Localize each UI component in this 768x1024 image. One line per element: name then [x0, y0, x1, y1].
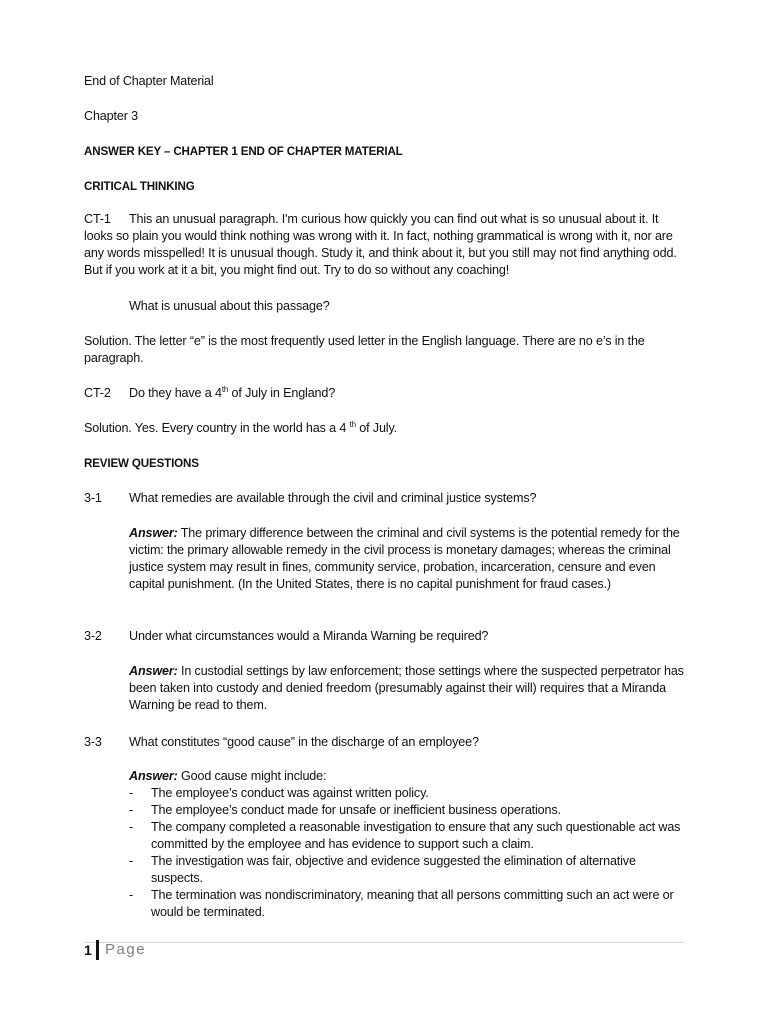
good-cause-list	[129, 785, 684, 921]
ct1-line1: This an unusual paragraph. I'm curious how quickly you can find out what is so unusual about it. It	[129, 212, 659, 226]
ct2-number: CT-2	[84, 386, 111, 400]
critical-thinking-heading: CRITICAL THINKING	[84, 180, 195, 193]
list-item: - The employee’s conduct made for unsafe or inefficient business operations.	[129, 802, 684, 819]
ct1-paragraph: looks so plain you would think nothing was wrong with it. In fact, nothing grammatical is wrong with it, nor are any words misspelled! It is unusual though. Study it, and think about it, but you still may not find anything odd. But if you work at it a bit, you might find out. Try to do so without any coaching!	[84, 229, 677, 277]
q33-number: 3-3	[84, 735, 102, 749]
list-item: - The employee’s conduct was against written policy.	[129, 785, 684, 802]
q32-question: Under what circumstances would a Miranda Warning be required?	[129, 629, 489, 643]
chapter-label: Chapter 3	[84, 109, 138, 123]
page-footer	[84, 940, 684, 962]
list-item: - The investigation was fair, objective and evidence suggested the elimination of alternative suspects.	[129, 853, 684, 887]
page-label: Page	[105, 941, 147, 958]
answer-label: Answer:	[129, 664, 178, 678]
footer-rule	[84, 942, 684, 943]
footer-divider-bar	[96, 940, 99, 960]
ct1-number: CT-1	[84, 212, 111, 226]
answer-label: Answer:	[129, 526, 178, 540]
answer-label: Answer:	[129, 769, 178, 783]
page-number: 1	[84, 942, 92, 958]
q32-number: 3-2	[84, 629, 102, 643]
q31-answer: Answer: The primary difference between the criminal and civil systems is the potential remedy for the victim: the primary allowable remedy in the civil process is monetary damages; whereas the criminal justice system may result in fines, community service, probation, incarceration, censure and even capital punishment. (In the United States, there is no capital punishment for fraud cases.)	[129, 526, 680, 591]
q33-answer: Answer: Good cause might include: - The employee’s conduct was against written policy. - The employee’s conduct made for unsafe or inefficient business operations. - The company completed a reasonable investigation to ensure that any such questionable act was committed by the employee and has evidence to support such a claim. - The investigation was fair, objective and evidence suggested the elimination of alternative suspects. - The termination was nondiscriminatory, meaning that all persons committing such an act were or would be terminated.	[129, 768, 684, 921]
q32-answer: Answer: In custodial settings by law enforcement; those settings where the suspected perpetrator has been taken into custody and denied freedom (presumably against their will) requires that a Miranda Warning be read to them.	[129, 664, 684, 712]
q31-number: 3-1	[84, 491, 102, 505]
ct1-solution: Solution. The letter “e” is the most frequently used letter in the English language. There are no e’s in the paragraph.	[84, 334, 645, 365]
ct2-question: Do they have a 4th of July in England?	[129, 385, 336, 400]
list-item: - The termination was nondiscriminatory, meaning that all persons committing such an act were or would be terminated.	[129, 887, 684, 921]
doc-title: End of Chapter Material	[84, 74, 214, 88]
list-item: - The company completed a reasonable investigation to ensure that any such questionable act was committed by the employee and has evidence to support such a claim.	[129, 819, 684, 853]
answer-key-heading: ANSWER KEY – CHAPTER 1 END OF CHAPTER MATERIAL	[84, 145, 403, 158]
ct1-question: What is unusual about this passage?	[129, 299, 330, 313]
q33-question: What constitutes “good cause” in the discharge of an employee?	[129, 735, 479, 749]
q31-question: What remedies are available through the civil and criminal justice systems?	[129, 491, 537, 505]
ct2-solution: Solution. Yes. Every country in the world has a 4 $^{th}$ of July.	[84, 420, 398, 435]
review-questions-heading: REVIEW QUESTIONS	[84, 457, 199, 470]
